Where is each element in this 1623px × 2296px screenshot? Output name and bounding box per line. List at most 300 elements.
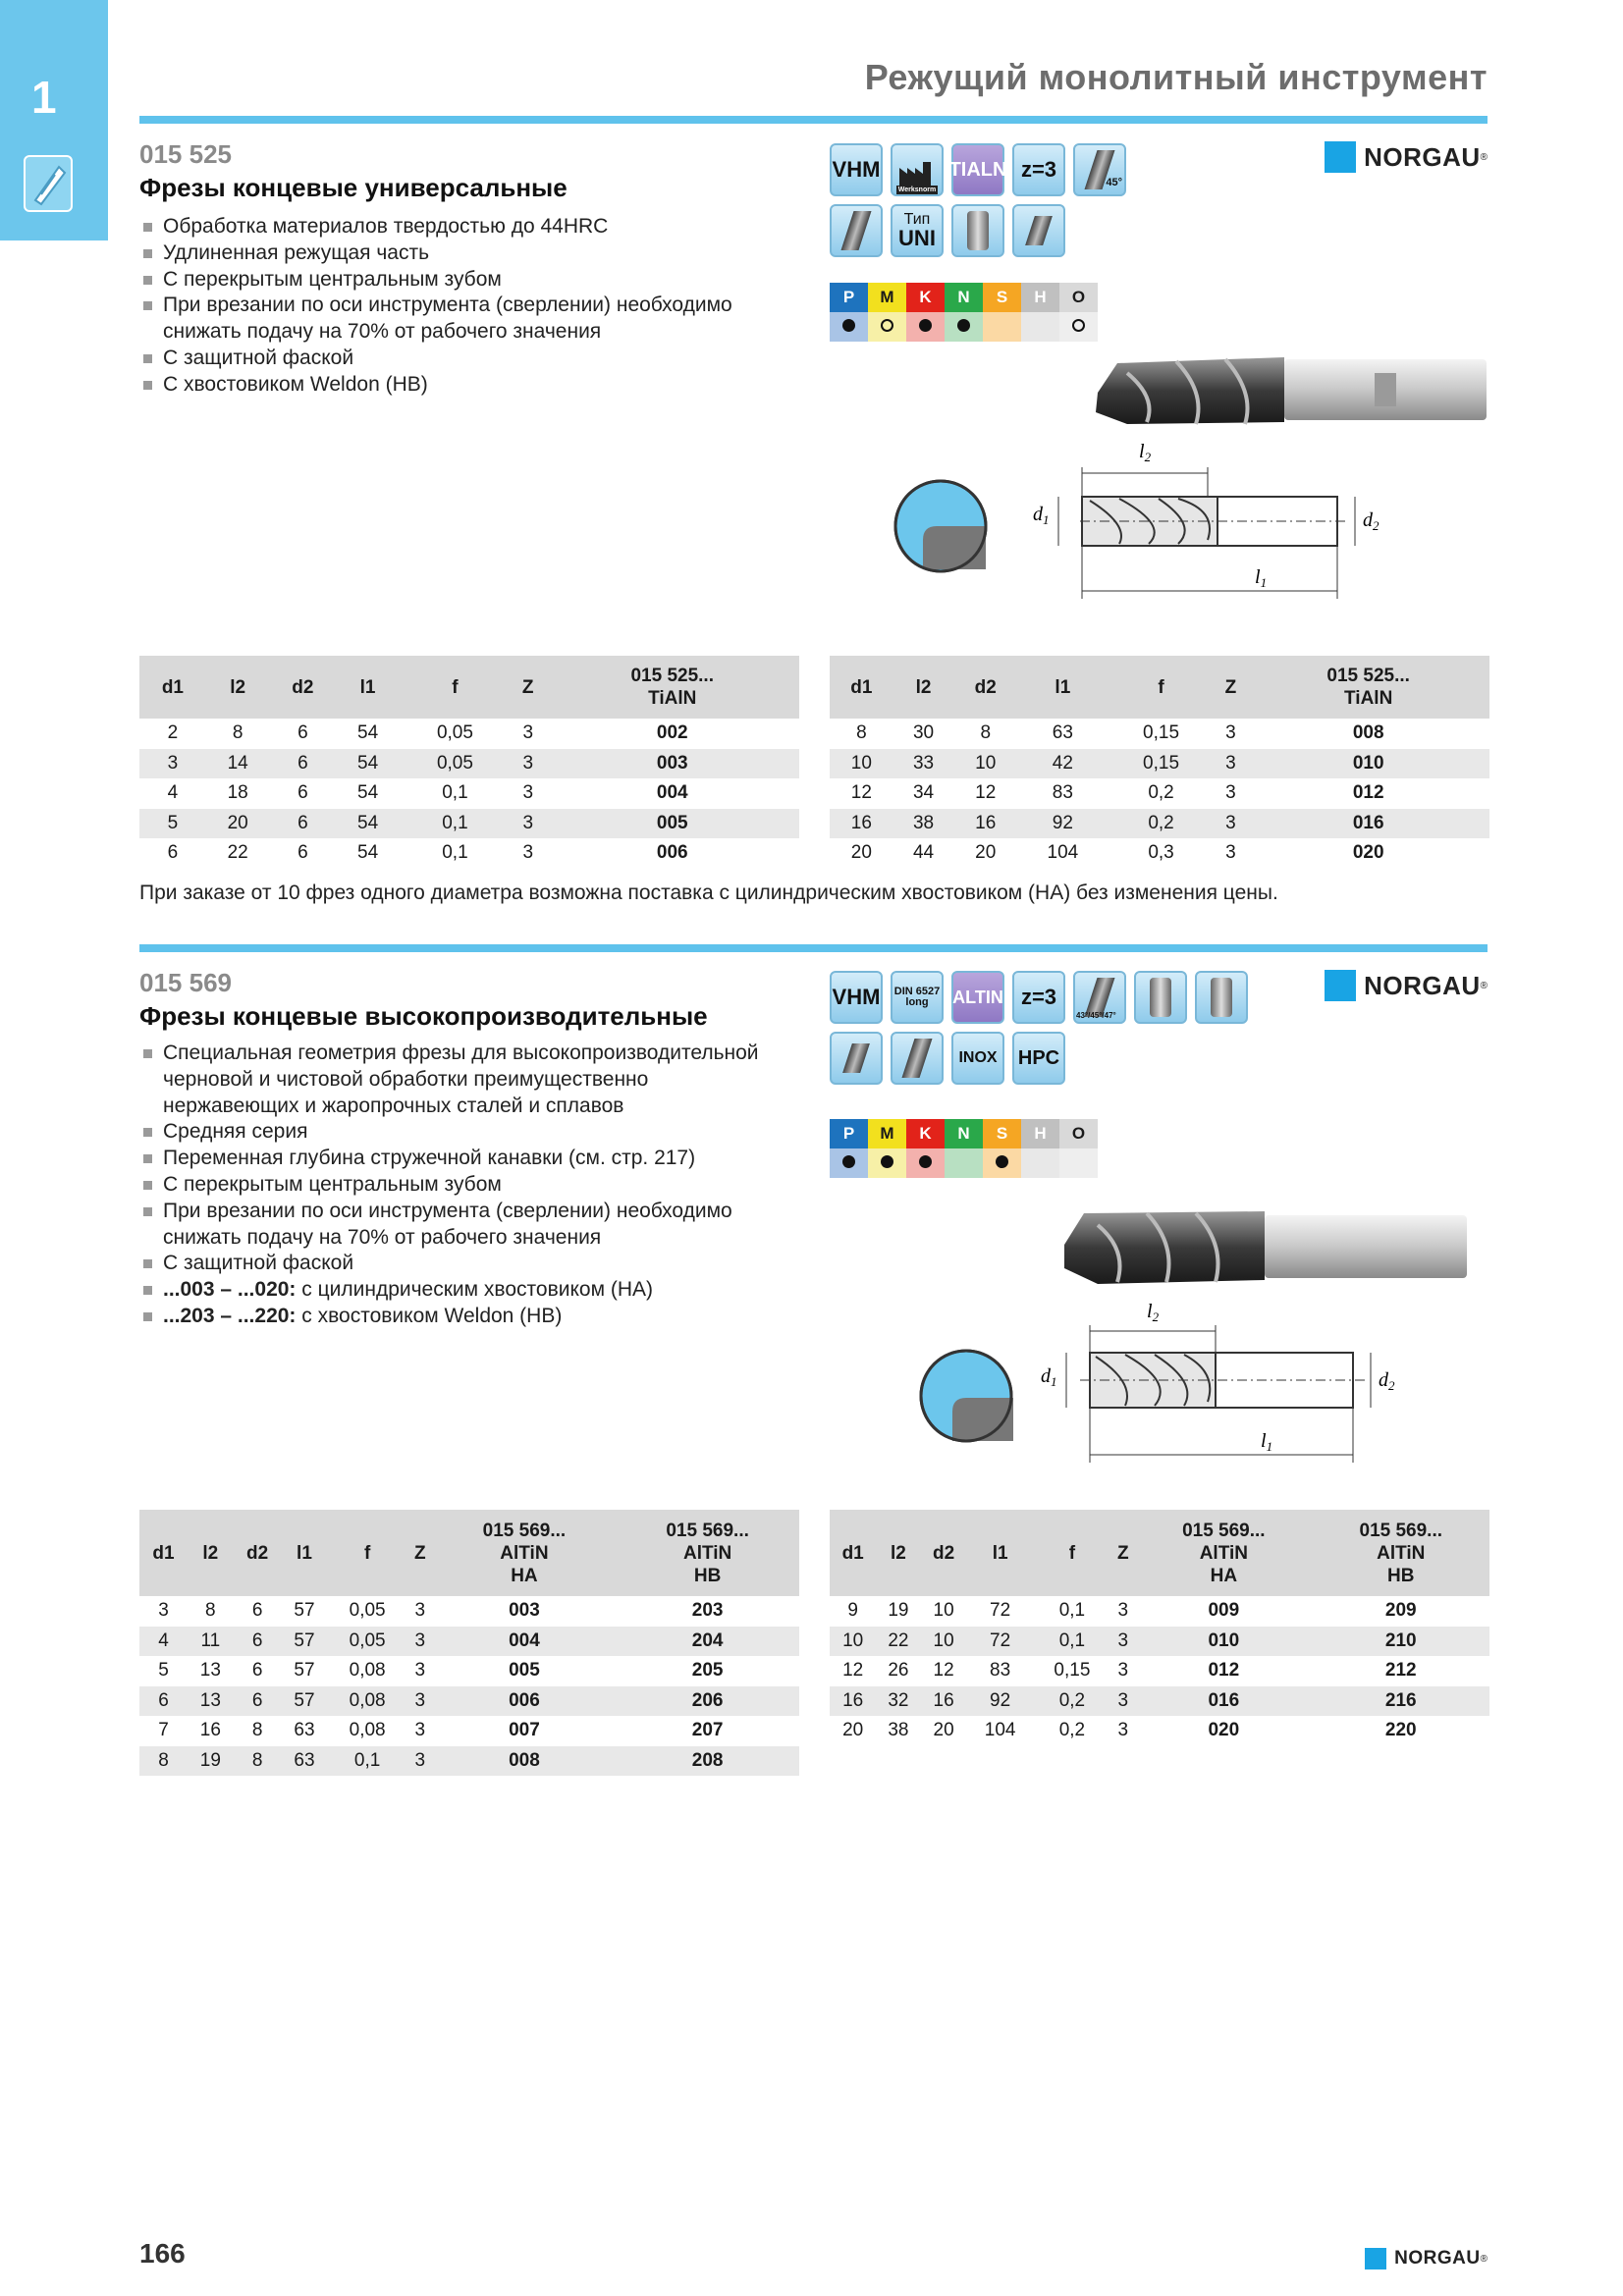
table-cell: 8	[856, 722, 867, 744]
col-z: Z	[1214, 656, 1247, 719]
table-cell: 016	[1135, 1686, 1312, 1717]
table-cell: 007	[509, 1720, 540, 1741]
chapter-tab	[0, 0, 108, 240]
label-d2: $d_2$	[1379, 1369, 1395, 1393]
material-m: M	[868, 283, 906, 312]
table-cell: 72	[990, 1600, 1011, 1622]
col-l1: l1	[336, 656, 400, 719]
col-f: f	[400, 656, 511, 719]
table-cell: 54	[336, 809, 400, 839]
material-h: H	[1021, 1119, 1059, 1148]
rating-p	[830, 1148, 868, 1178]
col-l2: l2	[188, 1510, 234, 1596]
table-cell: 12	[933, 1660, 954, 1682]
table-cell: 83	[1052, 782, 1073, 804]
table-cell: 19	[188, 1746, 234, 1777]
end-mill-photo	[1088, 353, 1490, 432]
material-o: O	[1059, 283, 1098, 312]
factory-werksnorm-icon: Werksnorm	[891, 143, 944, 196]
din-6527-icon: DIN 6527 long	[891, 971, 944, 1024]
table-cell: 3	[522, 842, 534, 864]
feature-item: Средняя серия	[139, 1119, 787, 1146]
table-cell: 6	[251, 1600, 263, 1622]
table-cell: 5	[158, 1660, 169, 1682]
table-cell: 34	[912, 782, 935, 804]
table-cell: 0,08	[349, 1660, 386, 1682]
table-cell: 012	[1208, 1660, 1240, 1682]
table-cell: 6	[167, 842, 179, 864]
table-cell: 3	[511, 809, 545, 839]
table-cell: 006	[656, 842, 688, 864]
dimension-drawing	[884, 432, 1492, 609]
cutter-icon	[891, 1032, 944, 1085]
table-cell: 57	[294, 1600, 315, 1622]
table-cell: 008	[433, 1746, 617, 1777]
feature-item: При врезании по оси инструмента (сверлении) необходимо снижать подачу на 70% от рабочего значения	[139, 1199, 752, 1252]
table-cell: 72	[967, 1627, 1034, 1657]
table-cell: 203	[691, 1600, 724, 1622]
table-cell: 6	[298, 842, 308, 864]
table-cell: 92	[967, 1686, 1034, 1717]
section2-code: 015 569	[139, 968, 232, 997]
table-cell: 0,1	[1058, 1600, 1086, 1622]
table-cell: 3	[522, 782, 534, 804]
table-cell: 0,1	[400, 809, 511, 839]
table-row	[139, 749, 799, 779]
label-d1: $d_1$	[1041, 1365, 1057, 1389]
col-d2: d2	[920, 1510, 966, 1596]
rating-k	[906, 1148, 945, 1178]
table-cell: 003	[545, 749, 799, 779]
rating-o	[1059, 312, 1098, 342]
table-cell: 14	[206, 749, 270, 779]
rating-h	[1021, 312, 1059, 342]
table-cell: 0,3	[1148, 842, 1174, 864]
table-row	[139, 1686, 799, 1717]
brand-name: NORGAU	[1394, 2248, 1481, 2269]
table-cell: 0,1	[442, 842, 468, 864]
table-cell: 0,1	[442, 782, 468, 804]
table-cell: 22	[876, 1627, 920, 1657]
plunge-icon	[1012, 204, 1065, 257]
table-cell: 0,2	[1148, 782, 1174, 804]
section2-table-right	[830, 1510, 1489, 1746]
table-row	[139, 719, 799, 749]
cutter-icon	[830, 204, 883, 257]
col-d2: d2	[234, 1510, 282, 1596]
label-l1: $l_1$	[1261, 1430, 1273, 1454]
table-cell: 57	[282, 1627, 328, 1657]
material-s: S	[983, 1119, 1021, 1148]
table-row	[139, 1627, 799, 1657]
col-d1: d1	[830, 656, 893, 719]
table-cell: 3	[511, 749, 545, 779]
table-cell: 3	[1225, 842, 1236, 864]
table-cell: 2	[167, 722, 179, 744]
table-cell: 0,1	[327, 1746, 407, 1777]
rating-m	[868, 312, 906, 342]
table-cell: 0,2	[1109, 809, 1215, 839]
col-article-ha: 015 569... AlTiN HA	[1135, 1510, 1312, 1596]
table-cell: 209	[1384, 1600, 1417, 1622]
material-k: K	[906, 283, 945, 312]
rating-h	[1021, 1148, 1059, 1178]
altin-coating-icon: ALTIN	[951, 971, 1004, 1024]
table-cell: 13	[188, 1686, 234, 1717]
table-cell: 0,1	[1033, 1627, 1110, 1657]
col-d2: d2	[953, 656, 1017, 719]
table-cell: 10	[953, 749, 1017, 779]
table-cell: 3	[1214, 749, 1247, 779]
table-cell: 16	[199, 1720, 221, 1741]
table-cell: 3	[407, 1686, 433, 1717]
table-cell: 3	[1110, 1627, 1135, 1657]
table-cell: 012	[1352, 782, 1384, 804]
table-cell: 63	[282, 1746, 328, 1777]
table-cell: 3	[407, 1746, 433, 1777]
table-cell: 18	[227, 782, 248, 804]
table-cell: 210	[1313, 1627, 1489, 1657]
table-cell: 54	[357, 782, 379, 804]
table-cell: 42	[1017, 749, 1108, 779]
table-cell: 57	[282, 1686, 328, 1717]
col-z: Z	[407, 1510, 433, 1596]
col-f: f	[1109, 656, 1215, 719]
table-cell: 010	[1247, 749, 1489, 779]
section-rule-middle	[139, 944, 1488, 952]
table-cell: 30	[912, 722, 935, 744]
table-cell: 33	[893, 749, 954, 779]
material-p: P	[830, 283, 868, 312]
table-cell: 6	[298, 782, 308, 804]
table-cell: 3	[1225, 722, 1236, 744]
table-cell: 220	[1384, 1720, 1417, 1741]
section1-code: 015 525	[139, 139, 232, 169]
rating-n	[945, 312, 983, 342]
table-cell: 3	[407, 1627, 433, 1657]
table-cell: 002	[656, 722, 688, 744]
table-cell: 0,05	[436, 722, 473, 744]
table-cell: 57	[294, 1660, 315, 1682]
feature-item: Удлиненная режущая часть	[139, 240, 787, 267]
table-cell: 216	[1313, 1686, 1489, 1717]
table-cell: 3	[414, 1720, 426, 1741]
col-article: 015 525... TiAlN	[545, 656, 799, 719]
inox-icon: INOX	[951, 1032, 1004, 1085]
table-cell: 016	[1247, 809, 1489, 839]
brand-name: NORGAU	[1364, 970, 1481, 1000]
page-header-title: Режущий монолитный инструмент	[864, 57, 1488, 97]
table-cell: 9	[847, 1600, 858, 1622]
brand-square-icon	[1325, 970, 1356, 1001]
section2-feature-list	[139, 1041, 787, 1330]
table-cell: 26	[888, 1660, 909, 1682]
table-cell: 32	[876, 1686, 920, 1717]
flutes-z3-icon: z=3	[1012, 143, 1065, 196]
feature-item: С защитной фаской	[139, 1251, 787, 1277]
table-cell: 6	[269, 749, 336, 779]
table-row	[830, 778, 1489, 809]
table-cell: 6	[234, 1627, 282, 1657]
table-cell: 004	[433, 1627, 617, 1657]
table-cell: 20	[842, 1720, 864, 1741]
table-cell: 10	[920, 1627, 966, 1657]
table-cell: 3	[1117, 1600, 1129, 1622]
table-cell: 0,2	[1058, 1720, 1086, 1741]
section1-material-table	[830, 283, 1098, 342]
table-cell: 16	[920, 1686, 966, 1717]
table-cell: 0,05	[349, 1600, 386, 1622]
table-cell: 54	[336, 749, 400, 779]
table-cell: 6	[269, 809, 336, 839]
table-cell: 6	[251, 1660, 263, 1682]
table-cell: 206	[616, 1686, 799, 1717]
hpc-icon: HPC	[1012, 1032, 1065, 1085]
feature-item: С хвостовиком Weldon (HB)	[139, 372, 787, 399]
section1-feature-list	[139, 214, 787, 399]
table-cell: 005	[545, 809, 799, 839]
material-k: K	[906, 1119, 945, 1148]
section1-title: Фрезы концевые универсальные	[139, 173, 568, 202]
label-l2: $l_2$	[1139, 441, 1152, 464]
col-f: f	[1033, 1510, 1110, 1596]
table-cell: 19	[888, 1600, 909, 1622]
label-l2: $l_2$	[1147, 1301, 1160, 1324]
label-d1: $d_1$	[1033, 504, 1050, 527]
col-l2: l2	[893, 656, 954, 719]
table-row	[830, 749, 1489, 779]
dimension-drawing	[903, 1294, 1492, 1470]
table-cell: 16	[953, 809, 1017, 839]
feature-item: С защитной фаской	[139, 346, 787, 372]
table-cell: 3	[1214, 809, 1247, 839]
table-cell: 20	[206, 809, 270, 839]
table-cell: 4	[139, 1627, 188, 1657]
feature-item: С перекрытым центральным зубом	[139, 1172, 787, 1199]
table-cell: 20	[933, 1720, 954, 1741]
table-cell: 13	[199, 1660, 221, 1682]
feature-item: Переменная глубина стружечной канавки (см. стр. 217)	[139, 1146, 787, 1172]
material-s: S	[983, 283, 1021, 312]
table-cell: 8	[139, 1746, 188, 1777]
col-d1: d1	[139, 656, 206, 719]
table-cell: 12	[850, 782, 872, 804]
shank-weldon-icon	[951, 204, 1004, 257]
vhm-icon: VHM	[830, 971, 883, 1024]
table-cell: 009	[1208, 1600, 1240, 1622]
brand-logo: NORGAU ®	[1325, 141, 1488, 173]
rating-o	[1059, 1148, 1098, 1178]
table-cell: 5	[139, 809, 206, 839]
table-cell: 0,2	[1033, 1686, 1110, 1717]
table-cell: 3	[1225, 782, 1236, 804]
table-cell: 63	[1052, 722, 1073, 744]
table-cell: 20	[850, 842, 872, 864]
table-cell: 4	[167, 782, 179, 804]
section1-table-left	[139, 656, 799, 869]
col-article: 015 525... TiAlN	[1247, 656, 1489, 719]
table-cell: 207	[691, 1720, 724, 1741]
table-cell: 104	[984, 1720, 1016, 1741]
col-d1: d1	[139, 1510, 188, 1596]
table-cell: 8	[980, 722, 992, 744]
section2-material-table	[830, 1119, 1098, 1178]
rating-n	[945, 1148, 983, 1178]
col-article-ha: 015 569... AlTiN HA	[433, 1510, 617, 1596]
feature-item: Специальная геометрия фрезы для высокопроизводительной черновой и чистовой обработки преимущественно нержавеющих и жаропрочных сталей и сплавов	[139, 1041, 772, 1119]
material-m: M	[868, 1119, 906, 1148]
section1-table-right	[830, 656, 1489, 869]
table-cell: 8	[251, 1720, 263, 1741]
flutes-z3-icon: z=3	[1012, 971, 1065, 1024]
table-cell: 005	[509, 1660, 540, 1682]
table-cell: 020	[1352, 842, 1384, 864]
page-number: 166	[139, 2238, 186, 2269]
chapter-number: 1	[31, 72, 57, 123]
material-p: P	[830, 1119, 868, 1148]
vhm-icon: VHM	[830, 143, 883, 196]
helix-angle-icon: 45°	[1073, 143, 1126, 196]
col-article-hb: 015 569... AlTiN HB	[1313, 1510, 1489, 1596]
end-mill-icon	[24, 155, 73, 212]
table-cell: 16	[830, 809, 893, 839]
table-cell: 63	[294, 1720, 315, 1741]
table-cell: 11	[188, 1627, 234, 1657]
col-l1: l1	[282, 1510, 328, 1596]
label-d2: $d_2$	[1363, 509, 1380, 533]
table-cell: 0,05	[327, 1627, 407, 1657]
table-cell: 20	[975, 842, 997, 864]
table-cell: 10	[830, 1627, 876, 1657]
table-cell: 020	[1208, 1720, 1240, 1741]
order-note: При заказе от 10 фрез одного диаметра возможна поставка с цилиндрическим хвостовиком (HA) без изменения цены.	[139, 881, 1278, 904]
feature-item: ...203 – ...220: с хвостовиком Weldon (HB)	[139, 1304, 787, 1330]
table-cell: 10	[830, 749, 893, 779]
col-l1: l1	[1017, 656, 1108, 719]
table-cell: 8	[232, 722, 243, 744]
table-cell: 38	[888, 1720, 909, 1741]
table-cell: 3	[414, 1660, 426, 1682]
brand-square-icon	[1365, 2248, 1386, 2269]
table-cell: 006	[433, 1686, 617, 1717]
table-cell: 44	[912, 842, 935, 864]
table-cell: 212	[1384, 1660, 1417, 1682]
rating-s	[983, 312, 1021, 342]
col-z: Z	[1110, 1510, 1135, 1596]
table-row	[139, 1746, 799, 1777]
tialn-coating-icon: TIALN	[951, 143, 1004, 196]
table-row	[830, 1656, 1489, 1686]
brand-square-icon	[1325, 141, 1356, 173]
table-row	[830, 719, 1489, 749]
table-row	[139, 838, 799, 869]
table-cell: 003	[509, 1600, 540, 1622]
table-cell: 38	[893, 809, 954, 839]
col-article-hb: 015 569... AlTiN HB	[616, 1510, 799, 1596]
type-uni-icon: Тип UNI	[891, 204, 944, 257]
material-h: H	[1021, 283, 1059, 312]
table-cell: 12	[975, 782, 997, 804]
table-cell: 205	[691, 1660, 724, 1682]
table-cell: 3	[158, 1600, 169, 1622]
table-cell: 54	[357, 722, 379, 744]
feature-item: При врезании по оси инструмента (сверлении) необходимо снижать подачу на 70% от рабочего значения	[139, 293, 752, 346]
section-rule-top	[139, 116, 1488, 124]
brand-logo: NORGAU ®	[1325, 970, 1488, 1001]
rating-m	[868, 1148, 906, 1178]
col-d2: d2	[269, 656, 336, 719]
table-cell: 004	[656, 782, 688, 804]
table-cell: 16	[830, 1686, 876, 1717]
col-l2: l2	[206, 656, 270, 719]
table-cell: 8	[205, 1600, 216, 1622]
rating-s	[983, 1148, 1021, 1178]
table-cell: 10	[933, 1600, 954, 1622]
table-cell: 104	[1047, 842, 1079, 864]
table-cell: 0,15	[1054, 1660, 1091, 1682]
col-f: f	[327, 1510, 407, 1596]
table-cell: 010	[1135, 1627, 1312, 1657]
col-l2: l2	[876, 1510, 920, 1596]
table-row	[830, 1627, 1489, 1657]
label-l1: $l_1$	[1255, 566, 1268, 590]
table-row	[830, 1716, 1489, 1746]
rating-k	[906, 312, 945, 342]
material-n: N	[945, 1119, 983, 1148]
table-row	[139, 1596, 799, 1627]
table-row	[830, 1686, 1489, 1717]
plunge-icon	[830, 1032, 883, 1085]
shank-weldon-icon	[1134, 971, 1187, 1024]
table-cell: 008	[1352, 722, 1384, 744]
brand-name: NORGAU	[1364, 141, 1481, 172]
shank-cylindrical-icon	[1195, 971, 1248, 1024]
section2-table-left	[139, 1510, 799, 1776]
material-n: N	[945, 283, 983, 312]
col-z: Z	[511, 656, 545, 719]
table-cell: 208	[616, 1746, 799, 1777]
table-row	[139, 778, 799, 809]
table-cell: 3	[522, 722, 534, 744]
footer-brand-logo: NORGAU ®	[1365, 2248, 1488, 2269]
table-row	[830, 1596, 1489, 1627]
table-cell: 7	[158, 1720, 169, 1741]
table-cell: 8	[234, 1746, 282, 1777]
table-cell: 0,15	[1143, 722, 1180, 744]
table-cell: 3	[1117, 1720, 1129, 1741]
table-row	[139, 1656, 799, 1686]
table-row	[830, 809, 1489, 839]
col-d1: d1	[830, 1510, 876, 1596]
material-o: O	[1059, 1119, 1098, 1148]
feature-item: Обработка материалов твердостью до 44HRC	[139, 214, 787, 240]
table-row	[139, 1716, 799, 1746]
table-cell: 0,08	[349, 1720, 386, 1741]
end-mill-photo	[1058, 1205, 1471, 1288]
table-cell: 6	[234, 1686, 282, 1717]
variable-helix-icon: 43°/45°/47°	[1073, 971, 1126, 1024]
table-cell: 6	[139, 1686, 188, 1717]
table-cell: 204	[616, 1627, 799, 1657]
table-cell: 3	[1117, 1660, 1129, 1682]
table-cell: 54	[357, 842, 379, 864]
feature-item: С перекрытым центральным зубом	[139, 267, 787, 294]
table-row	[139, 809, 799, 839]
table-cell: 3	[1110, 1686, 1135, 1717]
feature-item: ...003 – ...020: с цилиндрическим хвостовиком (HA)	[139, 1277, 787, 1304]
table-row	[830, 838, 1489, 869]
col-l1: l1	[967, 1510, 1034, 1596]
